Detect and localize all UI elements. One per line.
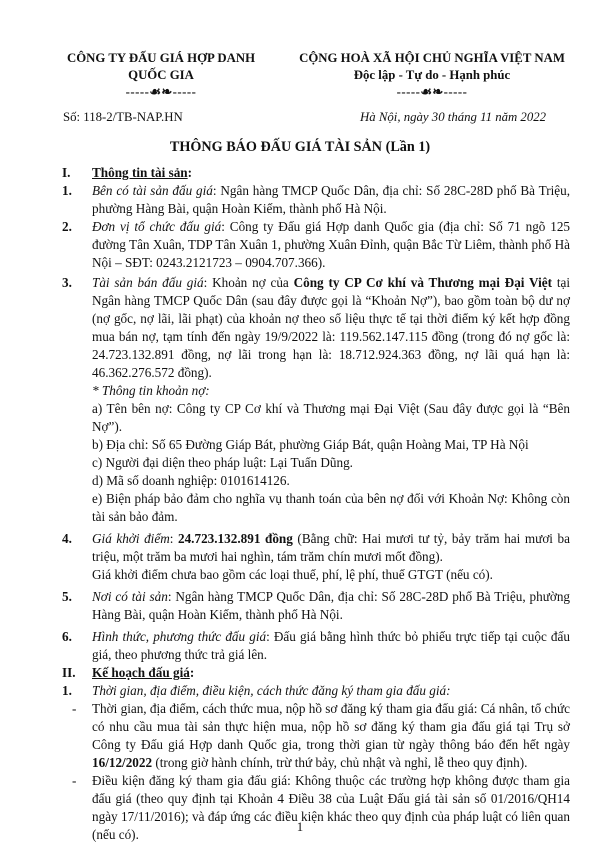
bullet-text: Thời gian, địa điểm, cách thức mua, nộp hồ sơ đăng ký tham gia đấu giá: Cá nhân, tổ chức có nhu cầu mua tài sản thực hiện mua, nộp hồ sơ đăng ký tham gia đấu giá tại Trụ sở Công ty Đấu giá Hợp danh Quốc gia, trong thời gian từ ngày thông báo đến hết ngày xyxy=(92,701,570,752)
place-date: Hà Nội, ngày 30 tháng 11 năm 2022 xyxy=(360,110,547,124)
registration-time-bullet xyxy=(62,700,570,772)
item-text: : Công ty Đấu giá Hợp danh Quốc gia (địa chỉ: Số 71 ngõ 125 đường Tân Xuân, TDP Tân Xuân 1, phường Xuân Đỉnh, quận Bắc Từ Liêm, thành phố Hà Nội – SĐT: 0243.2121723 – 0904.707.366). xyxy=(92,219,571,270)
item-number: 4. xyxy=(62,531,72,546)
item-number: 6. xyxy=(62,629,72,644)
page-number: 1 xyxy=(296,820,304,834)
price-note: Giá khởi điểm chưa bao gồm các loại thuế, phí, lệ phí, thuế GTGT (nếu có). xyxy=(92,567,493,582)
heading-colon: : xyxy=(187,165,193,180)
item-1-asset-owner xyxy=(62,182,570,218)
item-6-auction-method xyxy=(62,628,570,664)
debtor-address: b) Địa chỉ: Số 65 Đường Giáp Bát, phường Giáp Bát, quận Hoàng Mai, TP Hà Nội xyxy=(92,437,529,452)
item-label: Tài sản bán đấu giá xyxy=(92,275,204,290)
item-text: (Bằng chữ: Hai mươi tư tỷ, bảy trăm hai mươi ba triệu, một trăm ba mươi hai nghìn, tám trăm chín mươi mốt đồng). xyxy=(92,531,570,564)
national-ornament: -----☙❧----- xyxy=(396,85,468,99)
item-text: : Ngân hàng TMCP Quốc Dân, địa chỉ: Số 28C-28D phố Bà Triệu, phường Hàng Bài, quận Hoàn Kiếm, thành phố Hà Nội. xyxy=(92,183,570,216)
bullet-dash: - xyxy=(72,773,77,788)
registration-deadline: 16/12/2022 xyxy=(92,755,153,770)
debtor-name: a) Tên bên nợ: Công ty CP Cơ khí và Thương mại Đại Việt (Sau đây được gọi là “Bên Nợ”). xyxy=(92,401,570,434)
section-heading: Kế hoạch đấu giá xyxy=(92,665,190,680)
item-2-organizer xyxy=(62,218,570,272)
national-title: CỘNG HOÀ XÃ HỘI CHỦ NGHĨA VIỆT NAM xyxy=(299,51,565,65)
item-label: Hình thức, phương thức đấu giá xyxy=(92,629,267,644)
item-number: 1. xyxy=(62,183,72,198)
item-label: Giá khởi điểm xyxy=(92,531,170,546)
section-heading: Thông tin tài sản xyxy=(92,165,188,180)
item-text: : Khoản nợ của xyxy=(203,275,294,290)
debt-info-title: * Thông tin khoản nợ: xyxy=(92,383,210,398)
bullet-text-tail: (trong giờ hành chính, trừ thứ bảy, chủ nhật và nghỉ, lễ theo quy định). xyxy=(152,755,528,770)
item-label: Đơn vị tổ chức đấu giá xyxy=(92,219,222,234)
item-5-asset-location xyxy=(62,588,570,624)
item-label: Nơi có tài sản xyxy=(92,589,168,604)
heading-colon: : xyxy=(189,665,195,680)
debtor-tax-code: d) Mã số doanh nghiệp: 0101614126. xyxy=(92,473,290,488)
debtor-company-name: Công ty CP Cơ khí và Thương mại Đại Việt xyxy=(293,275,552,290)
debtor-security: e) Biện pháp bảo đảm cho nghĩa vụ thanh toán của bên nợ đối với Khoản Nợ: Không còn tài sản bảo đảm. xyxy=(92,491,570,524)
item-text: : Đấu giá bằng hình thức bỏ phiếu trực tiếp tại cuộc đấu giá, theo phương thức trả giá lên. xyxy=(92,629,570,662)
item-4-starting-price xyxy=(62,530,570,566)
item-number: 2. xyxy=(62,219,72,234)
issuer-name-line2: QUỐC GIA xyxy=(128,68,194,82)
bullet-dash: - xyxy=(72,701,77,716)
item-colon: : xyxy=(446,683,451,698)
item-label: Bên có tài sản đấu giá xyxy=(92,183,213,198)
item-number: 1. xyxy=(62,683,72,698)
document-number: Số: 118-2/TB-NAP.HN xyxy=(63,110,183,124)
item-text-continued: tại Ngân hàng TMCP Quốc Dân (sau đây được gọi là “Khoản Nợ”), bao gồm toàn bộ dư nợ (nợ gốc, nợ lãi, lãi phạt) của khoản nợ theo số liệu thực tế tại thời điểm ký kết hợp đồng mua bán nợ, tạm tính đến ngày 19/9/2022 là: 119.562.147.115 đồng (trong đó nợ gốc là: 24.723.132.891 đồng, nợ lãi trong hạn là: 18.712.924.363 đồng, nợ lãi quá hạn là: 46.362.276.572 đồng). xyxy=(92,275,571,380)
item-3-asset xyxy=(62,274,570,382)
bullet-text: Điều kiện đăng ký tham gia đấu giá: Không thuộc các trường hợp không được tham gia đấu giá (theo quy định tại Khoản 4 Điều 38 của Luật Đấu giá tài sản số 01/2016/QH14 ngày 17/11/2016); và đáp ứng các điều kiện khác theo quy định của pháp luật có liên quan (nếu có). xyxy=(92,773,570,842)
item-number: 5. xyxy=(62,589,72,604)
national-header xyxy=(282,50,582,101)
plan-item-1 xyxy=(62,682,570,700)
item-label: Thời gian, địa điểm, điều kiện, cách thức đăng ký tham gia đấu giá xyxy=(92,683,447,698)
issuer-ornament: -----☙❧----- xyxy=(125,85,197,99)
item-number: 3. xyxy=(62,275,72,290)
item-text: : Ngân hàng TMCP Quốc Dân, địa chỉ: Số 28C-28D phố Bà Triệu, phường Hàng Bài, quận Hoàn Kiếm, thành phố Hà Nội. xyxy=(92,589,571,622)
section-number: I. xyxy=(62,165,71,180)
document-title: THÔNG BÁO ĐẤU GIÁ TÀI SẢN (Lần 1) xyxy=(169,139,431,155)
section-2-heading xyxy=(62,664,570,682)
national-motto: Độc lập - Tự do - Hạnh phúc xyxy=(353,68,511,82)
section-number: II. xyxy=(62,665,76,680)
document-body xyxy=(62,164,570,844)
section-1-heading xyxy=(62,164,570,182)
starting-price-amount: 24.723.132.891 đồng xyxy=(177,531,293,546)
item-colon: : xyxy=(169,531,178,546)
issuer-name-line1: CÔNG TY ĐẤU GIÁ HỢP DANH xyxy=(66,51,256,65)
debtor-representative: c) Người đại diện theo pháp luật: Lại Tuấn Dũng. xyxy=(92,455,353,470)
issuer-header xyxy=(56,50,266,101)
